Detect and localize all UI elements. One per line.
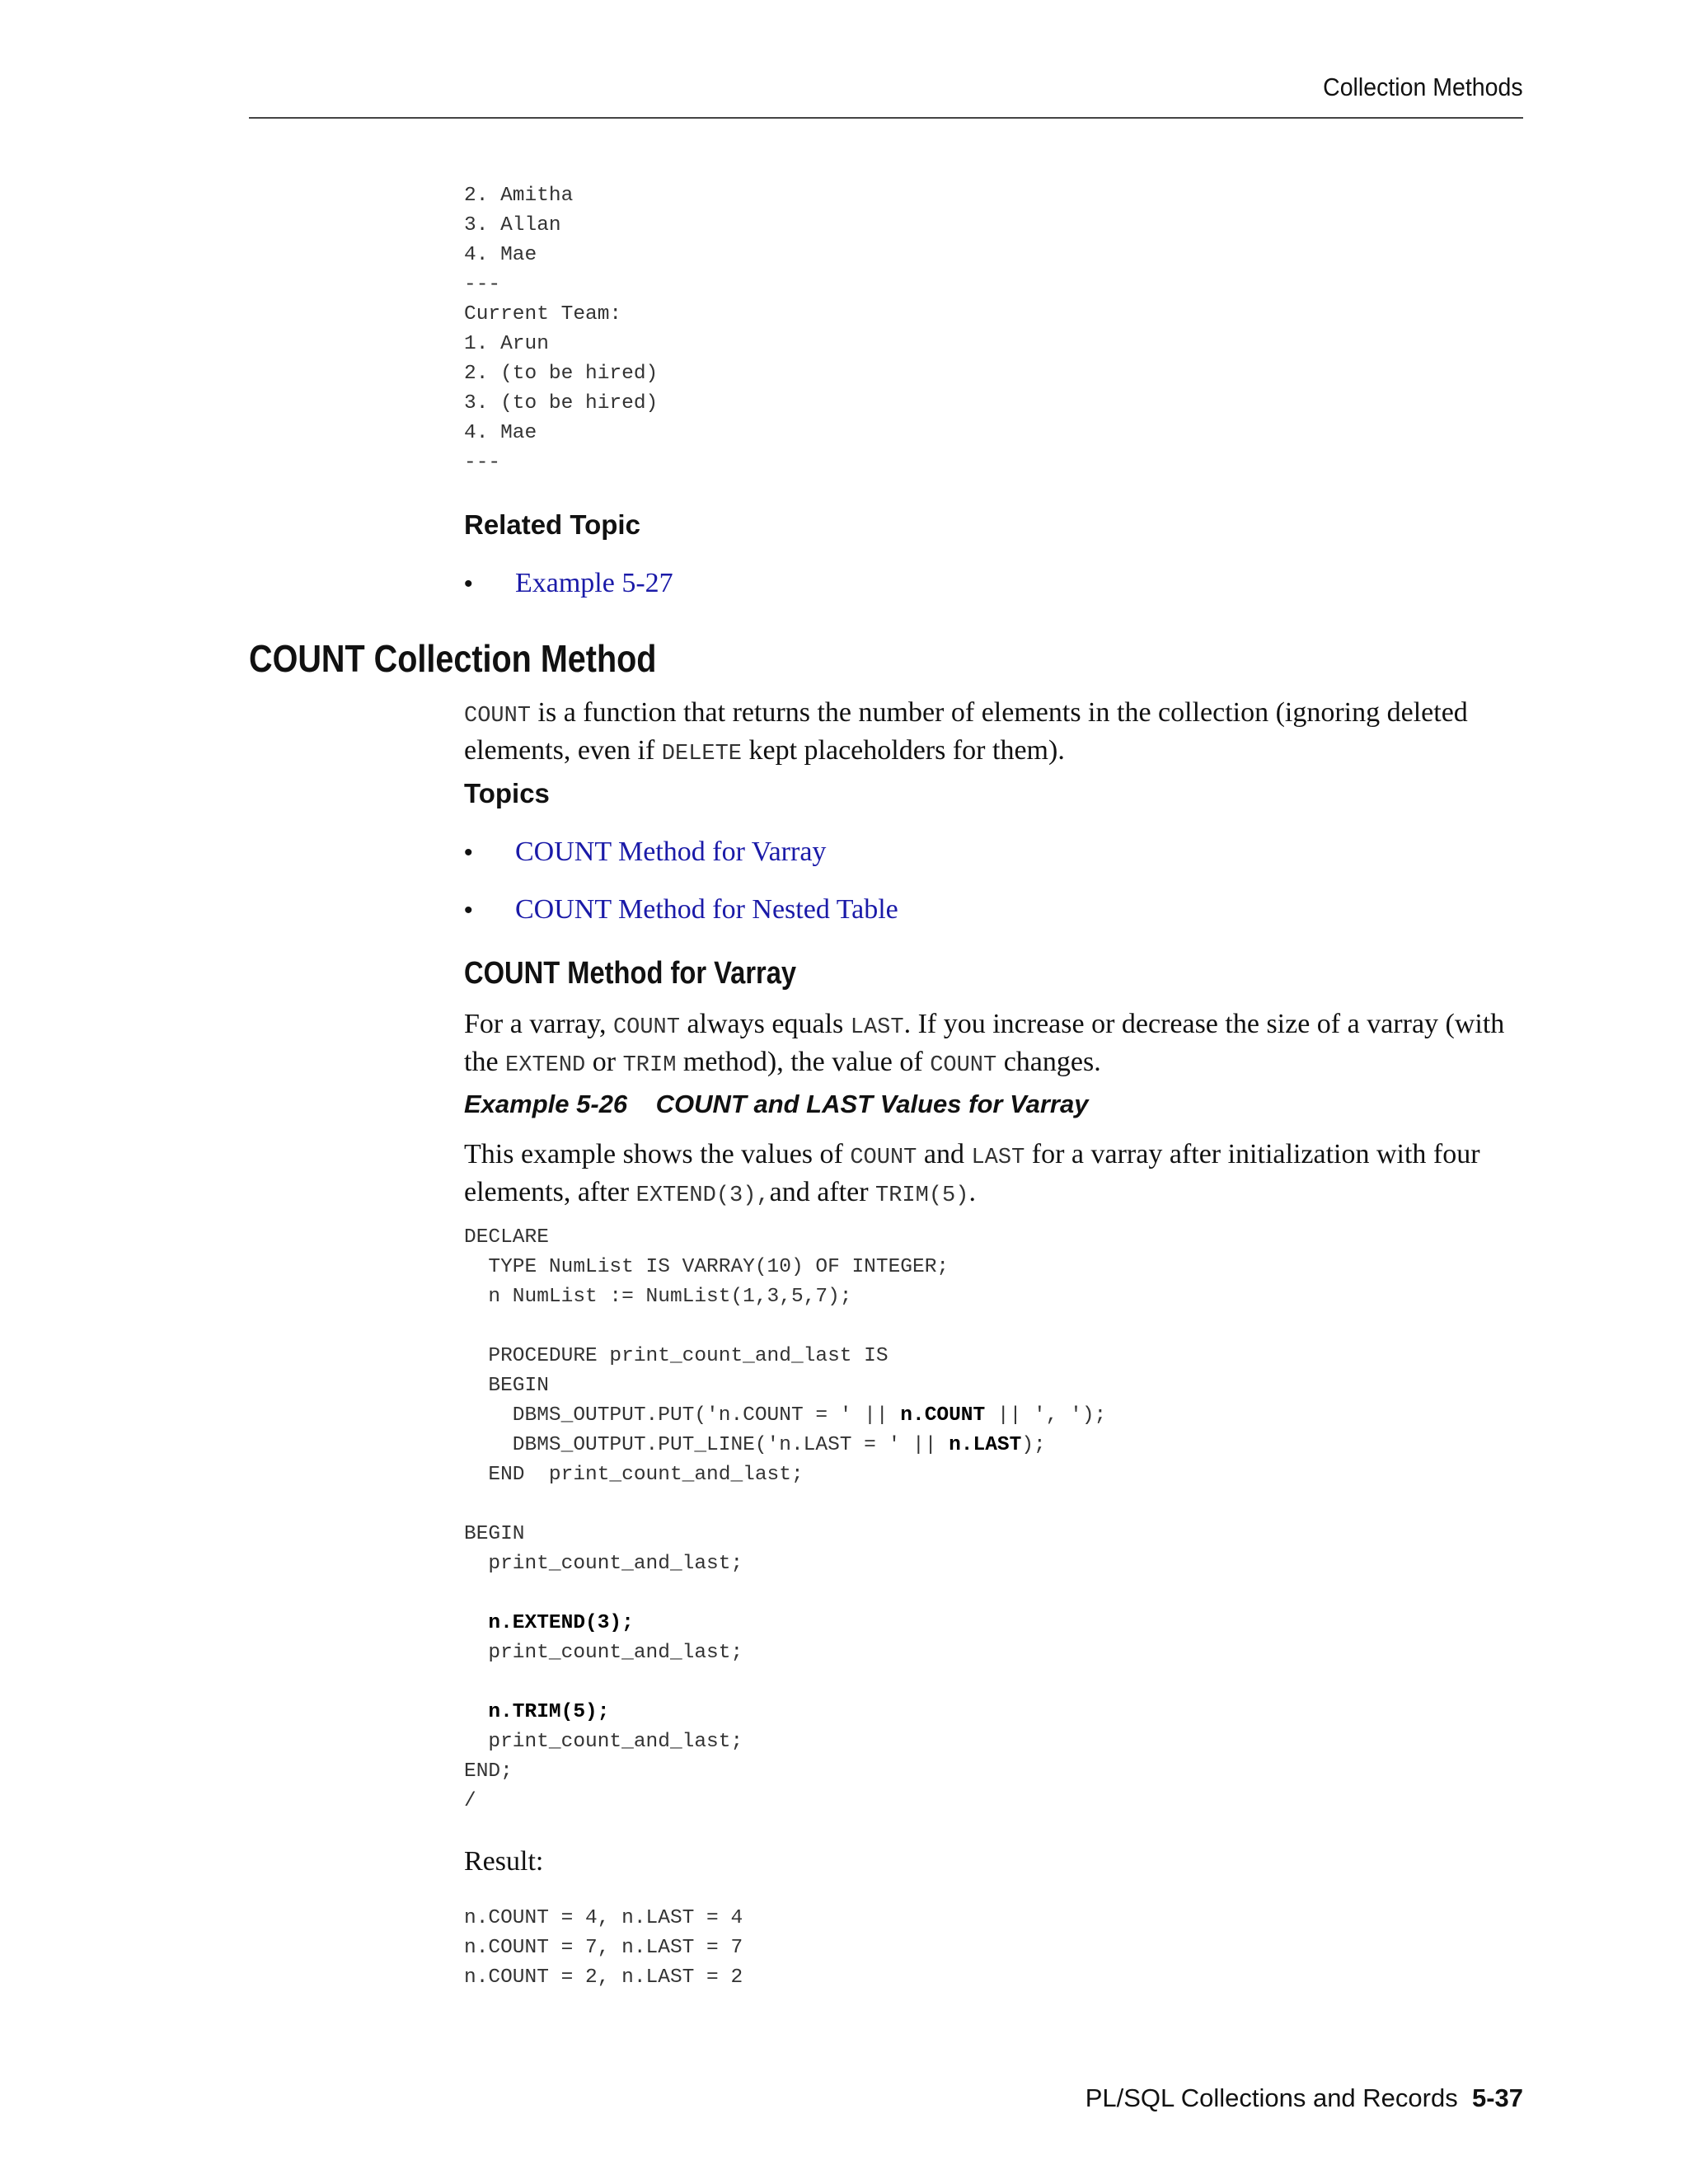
code-listing xyxy=(464,1223,1106,1816)
code-line: TYPE NumList IS VARRAY(10) OF INTEGER; xyxy=(464,1256,950,1278)
code-line: print_count_and_last; xyxy=(464,1731,743,1753)
bullet-icon: • xyxy=(464,570,473,598)
result-block xyxy=(464,1904,743,1993)
code-line: n.TRIM(5); xyxy=(488,1701,610,1723)
output-line: 3. Allan xyxy=(464,214,561,237)
code-line: END print_count_and_last; xyxy=(464,1464,804,1486)
subsection-para: For a varray, COUNT always equals LAST. If you increase or decrease the size of a varray (with the EXTEND or TRIM method), the value of COUNT changes. xyxy=(464,1009,1505,1078)
result-line: n.COUNT = 7, n.LAST = 7 xyxy=(464,1937,743,1959)
bullet-icon: • xyxy=(464,839,473,866)
topics-heading: Topics xyxy=(464,778,550,808)
code-blank-line xyxy=(464,1490,1106,1520)
link-count-method-varray[interactable]: COUNT Method for Varray xyxy=(515,837,827,867)
example-title: COUNT and LAST Values for Varray xyxy=(655,1090,1089,1118)
code-line: BEGIN xyxy=(464,1523,525,1545)
header-rule xyxy=(249,117,1523,119)
output-line: --- xyxy=(464,452,501,474)
footer-text: PL/SQL Collections and Records xyxy=(1085,2083,1458,2112)
link-example-5-27[interactable]: Example 5-27 xyxy=(515,568,673,598)
output-line: 4. Mae xyxy=(464,422,537,444)
code-line: DBMS_OUTPUT.PUT('n.COUNT = ' || n.COUNT || ', '); xyxy=(464,1404,1107,1427)
code-line: print_count_and_last; xyxy=(464,1553,743,1575)
output-line: 3. (to be hired) xyxy=(464,392,659,415)
output-line: --- xyxy=(464,274,501,296)
result-label: Result: xyxy=(464,1846,544,1877)
code-line: DECLARE xyxy=(464,1226,549,1249)
output-line: 1. Arun xyxy=(464,333,549,355)
related-topic-item xyxy=(464,567,673,601)
code-line: n NumList := NumList(1,3,5,7); xyxy=(464,1286,852,1308)
output-line: 4. Mae xyxy=(464,244,537,266)
bullet-icon: • xyxy=(464,897,473,924)
output-line: 2. (to be hired) xyxy=(464,363,659,385)
subsection-title: COUNT Method for Varray xyxy=(464,956,797,991)
code-line: BEGIN xyxy=(464,1375,549,1397)
link-count-method-nested-table[interactable]: COUNT Method for Nested Table xyxy=(515,894,898,925)
section-intro: COUNT is a function that returns the number of elements in the collection (ignoring deleted elements, even if DELETE kept placeholders for them). xyxy=(464,697,1468,766)
result-line: n.COUNT = 4, n.LAST = 4 xyxy=(464,1907,743,1929)
code-blank-line xyxy=(464,1312,1106,1342)
example-label: Example 5-26 xyxy=(464,1090,628,1118)
output-block xyxy=(464,181,658,478)
topic-item xyxy=(464,893,898,927)
code-line: END; xyxy=(464,1760,513,1783)
result-line: n.COUNT = 2, n.LAST = 2 xyxy=(464,1966,743,1989)
code-line: / xyxy=(464,1790,476,1812)
example-description: This example shows the values of COUNT and LAST for a varray after initialization with four elements, after EXTEND(3),and after TRIM(5). xyxy=(464,1139,1480,1208)
section-title: COUNT Collection Method xyxy=(249,637,657,680)
code-line: print_count_and_last; xyxy=(464,1642,743,1664)
code-blank-line xyxy=(464,1579,1106,1609)
topic-item xyxy=(464,836,826,869)
example-caption xyxy=(464,1090,1088,1119)
code-blank-line xyxy=(464,1668,1106,1698)
output-line: Current Team: xyxy=(464,303,622,326)
page-number: 5-37 xyxy=(1471,2083,1523,2112)
code-line: n.EXTEND(3); xyxy=(488,1612,634,1634)
related-topic-heading: Related Topic xyxy=(464,509,640,540)
page-footer xyxy=(1085,2083,1523,2113)
code-line: PROCEDURE print_count_and_last IS xyxy=(464,1345,889,1367)
code-line: DBMS_OUTPUT.PUT_LINE('n.LAST = ' || n.LAST); xyxy=(464,1434,1046,1456)
running-header: Collection Methods xyxy=(1323,73,1523,101)
output-line: 2. Amitha xyxy=(464,185,574,207)
